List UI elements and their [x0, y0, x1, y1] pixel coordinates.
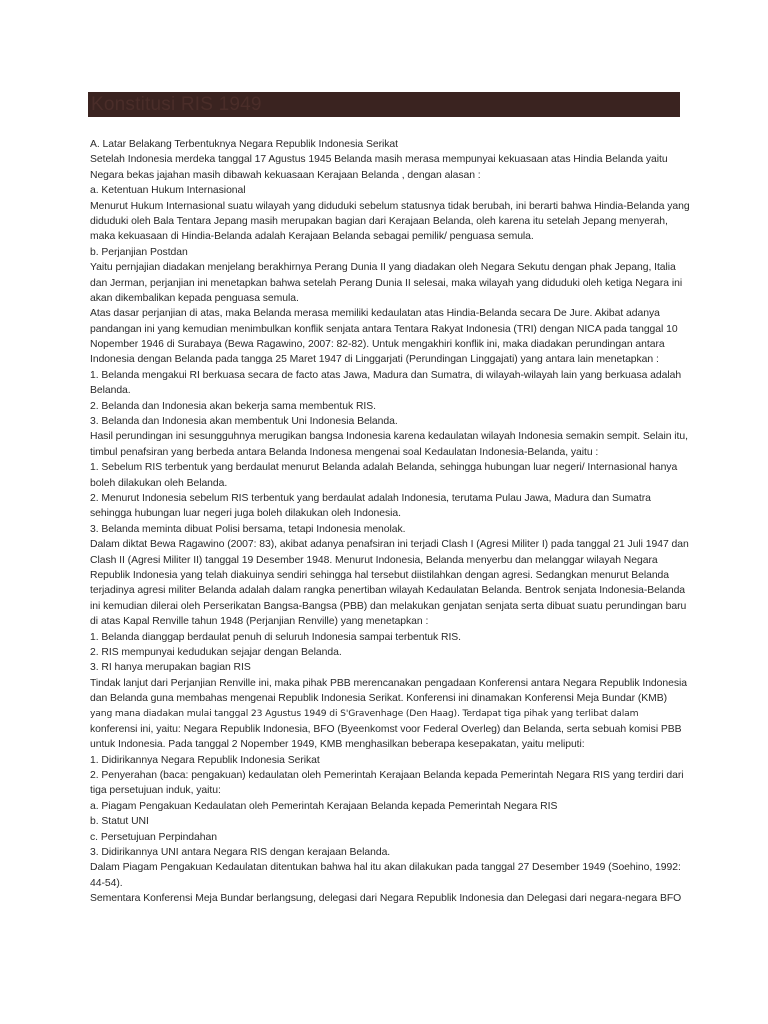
text-line: b. Perjanjian Postdan — [90, 246, 188, 258]
text-line: Atas dasar perjanjian di atas, maka Belanda merasa memiliki kedaulatan atas Hindia-Belanda secara De Jure. Akibat adanya — [90, 308, 660, 320]
text-line: Nopember 1946 di Surabaya (Bewa Ragawino, 2007: 82-82). Untuk mengakhiri konflik ini, maka diadakan perundingan antara — [90, 339, 665, 351]
text-line: Menurut Hukum Internasional suatu wilayah yang diduduki sebelum statusnya tidak berubah, ini berarti bahwa Hindia-Belanda yang — [90, 200, 690, 212]
text-line: b. Statut UNI — [90, 816, 149, 828]
text-line: 3. Didirikannya UNI antara Negara RIS dengan kerajaan Belanda. — [90, 846, 391, 858]
text-line: 2. RIS mempunyai kedudukan sejajar dengan Belanda. — [90, 646, 342, 658]
text-line: di atas Kapal Renville tahun 1948 (Perjanjian Renville) yang menetapkan : — [90, 616, 429, 628]
text-line: Belanda. — [90, 385, 131, 397]
text-line: Dalam Piagam Pengakuan Kedaulatan ditentukan bahwa hal itu akan dilakukan pada tanggal 27 Desember 1949 (Soehino, 1992: — [90, 862, 681, 874]
text-line: Dalam diktat Bewa Ragawino (2007: 83), akibat adanya penafsiran ini terjadi Clash I (Agresi Militer I) pada tanggal 21 Juli 1947 dan — [90, 539, 689, 551]
document-title: Konstitusi RIS 1949 — [91, 94, 262, 115]
text-line: 44-54). — [90, 877, 123, 889]
text-line: konferensi ini, yaitu: Negara Republik Indonesia, BFO (Byeenkomst voor Federal Overleg) dan Belanda, serta sebuah komisi PBB — [90, 723, 682, 735]
text-line: Sementara Konferensi Meja Bundar berlangsung, delegasi dari Negara Republik Indonesia dan Delegasi dari negara-negara BFO — [90, 893, 682, 905]
text-line: Republik Indonesia yang telah diakuinya sendiri sehingga hal tersebut diistilahkan dengan agresi. Sedangkan menurut Belanda — [90, 569, 670, 581]
text-line: Setelah Indonesia merdeka tanggal 17 Agustus 1945 Belanda masih merasa mempunyai kekuasaan atas Hindia Belanda yaitu — [90, 154, 668, 166]
text-line: 1. Sebelum RIS terbentuk yang berdaulat menurut Belanda adalah Belanda, sehingga hubungan luar negeri/ Internasional hanya — [90, 462, 678, 474]
text-line: akan dikembalikan kepada penguasa semula. — [90, 292, 299, 304]
text-line: dan Jerman, perjanjian ini menetapkan bahwa setelah Perang Dunia II selesai, maka wilayah yang diduduki oleh ketiga Negara ini — [90, 277, 683, 289]
title-bar — [88, 92, 680, 117]
text-line: Negara bekas jajahan masih dibawah kekuasaan Kerajaan Belanda , dengan alasan : — [90, 169, 481, 181]
document-body — [90, 137, 690, 907]
text-line: 2. Penyerahan (baca: pengakuan) kedaulatan oleh Pemerintah Kerajaan Belanda kepada Pemerintah Negara RIS yang terdiri dari — [90, 770, 684, 782]
text-line: terjadinya agresi militer Belanda adalah dalam rangka penertiban wilayah Kedaulatan Belanda. Bentrok senjata Indonesia-Belanda — [90, 585, 686, 597]
text-line: boleh dilakukan oleh Belanda. — [90, 477, 228, 489]
text-line: c. Persetujuan Perpindahan — [90, 831, 217, 843]
text-line: 3. RI hanya merupakan bagian RIS — [90, 662, 251, 674]
text-line: 1. Didirikannya Negara Republik Indonesia Serikat — [90, 754, 320, 766]
text-line: Yaitu pernjajian diadakan menjelang berakhirnya Perang Dunia II yang diadakan oleh Negara Sekutu dengan phak Jepang, Italia — [90, 262, 676, 274]
section-heading: A. Latar Belakang Terbentuknya Negara Republik Indonesia Serikat — [90, 139, 398, 150]
text-line: a. Ketentuan Hukum Internasional — [90, 185, 246, 197]
text-line: 1. Belanda mengakui RI berkuasa secara de facto atas Jawa, Madura dan Sumatra, di wilayah-wilayah lain yang berkuasa adalah — [90, 369, 682, 381]
text-line: diduduki oleh Bala Tentara Jepang masih merupakan bagian dari Kerajaan Belanda, oleh karena itu setelah Jepang menyerah, — [90, 215, 668, 227]
text-line: dan Belanda guna membahas mengenai Republik Indonesia Serikat. Konferensi ini dinamakan Konferensi Meja Bundar (KMB) — [90, 693, 668, 705]
text-line: tiga persetujuan induk, yaitu: — [90, 785, 221, 797]
text-line: 2. Menurut Indonesia sebelum RIS terbentuk yang berdaulat adalah Indonesia, terutama Pulau Jawa, Madura dan Sumatra — [90, 492, 651, 504]
text-line: 3. Belanda meminta dibuat Polisi bersama, tetapi Indonesia menolak. — [90, 523, 406, 535]
text-line: a. Piagam Pengakuan Kedaulatan oleh Pemerintah Kerajaan Belanda kepada Pemerintah Negara RIS — [90, 800, 558, 812]
text-line: yang mana diadakan mulai tanggal 23 Agustus 1949 di S'Gravenhage (Den Haag). Terdapat tiga pihak yang terlibat dalam — [90, 708, 639, 720]
text-line: Hasil perundingan ini sesungguhnya merugikan bangsa Indonesia karena kedaulatan wilayah Indonesia semakin sempit. Selain itu, — [90, 431, 688, 443]
text-line: 3. Belanda dan Indonesia akan membentuk Uni Indonesia Belanda. — [90, 416, 398, 428]
text-line: Clash II (Agresi Militer II) tanggal 19 Desember 1948. Menurut Indonesia, Belanda menyerbu dan melanggar wilayah Negara — [90, 554, 658, 566]
text-line: 2. Belanda dan Indonesia akan bekerja sama membentuk RIS. — [90, 400, 376, 412]
text-line: pandangan ini yang kemudian menimbulkan konflik senjata antara Tentara Rakyat Indonesia (TRI) dengan NICA pada tanggal 10 — [90, 323, 678, 335]
text-line: Tindak lanjut dari Perjanjian Renville ini, maka pihak PBB merencanakan pengadaan Konferensi antara Negara Republik Indonesia — [90, 677, 687, 689]
text-line: maka kekuasaan di Hindia-Belanda adalah Kerajaan Belanda sebagai pemilik/ penguasa semula. — [90, 231, 534, 243]
text-line: ini kemudian dilerai oleh Perserikatan Bangsa-Bangsa (PBB) dan melakukan genjatan senjata serta dibuat suatu perundingan baru — [90, 600, 687, 612]
text-line: timbul penafsiran yang berbeda antara Belanda Indonesa mengenai soal Kedaulatan Indonesia-Belanda, yaitu : — [90, 446, 599, 458]
text-line: sehingga hubungan luar negeri juga boleh dilakukan oleh Indonesia. — [90, 508, 401, 520]
text-line: 1. Belanda dianggap berdaulat penuh di seluruh Indonesia sampai terbentuk RIS. — [90, 631, 462, 643]
text-line: untuk Indonesia. Pada tanggal 2 Nopember 1949, KMB menghasilkan beberapa kesepakatan, yaitu meliputi: — [90, 739, 585, 751]
text-line: Indonesia dengan Belanda pada tangga 25 Maret 1947 di Linggarjati (Perundingan Linggajati) yang antara lain menetapkan : — [90, 354, 659, 366]
